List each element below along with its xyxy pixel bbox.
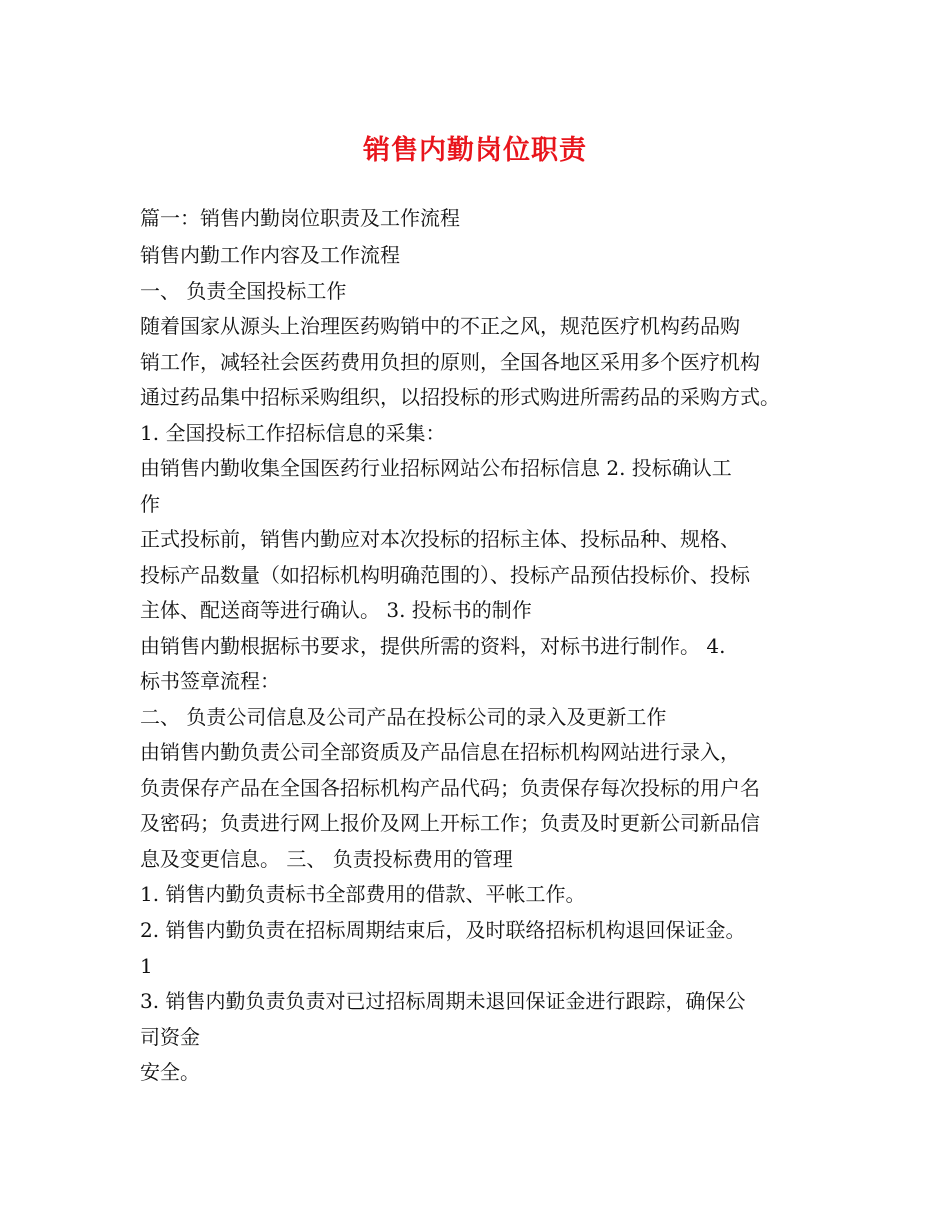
page-number: 1 (140, 954, 153, 978)
text-line: 司资金 (140, 1025, 200, 1049)
text-line: 篇一：销售内勤岗位职责及工作流程 (140, 206, 460, 230)
text-line: 1. 销售内勤负责标书全部费用的借款、平帐工作。 (140, 882, 586, 906)
text-line: 及密码；负责进行网上报价及网上开标工作；负责及时更新公司新品信 (140, 811, 760, 835)
text-line: 息及变更信息。 三、 负责投标费用的管理 (140, 847, 513, 871)
text-line: 主体、配送商等进行确认。 3. 投标书的制作 (140, 598, 532, 622)
text-line: 一、 负责全国投标工作 (140, 279, 347, 303)
text-line: 2. 销售内勤负责在招标周期结束后，及时联络招标机构退回保证金。 (140, 918, 746, 942)
text-line: 作 (140, 492, 160, 516)
text-line: 销工作，减轻社会医药费用负担的原则，全国各地区采用多个医疗机构 (140, 350, 760, 374)
text-line: 标书签章流程： (140, 669, 280, 693)
text-line: 1. 全国投标工作招标信息的采集： (140, 421, 446, 445)
text-line: 由销售内勤负责公司全部资质及产品信息在招标机构网站进行录入， (140, 740, 740, 764)
text-line: 销售内勤工作内容及工作流程 (140, 243, 400, 267)
page-title: 销售内勤岗位职责 (363, 135, 587, 166)
text-line: 由销售内勤收集全国医药行业招标网站公布招标信息 2. 投标确认工 (140, 456, 732, 480)
text-line: 3. 销售内勤负责负责对已过招标周期未退回保证金进行跟踪，确保公 (140, 989, 746, 1013)
text-line: 通过药品集中招标采购组织，以招投标的形式购进所需药品的采购方式。 (140, 385, 780, 409)
text-line: 安全。 (140, 1060, 200, 1084)
text-line: 随着国家从源头上治理医药购销中的不正之风，规范医疗机构药品购 (140, 314, 740, 338)
text-line: 由销售内勤根据标书要求，提供所需的资料，对标书进行制作。 4. (140, 634, 726, 658)
text-line: 二、 负责公司信息及公司产品在投标公司的录入及更新工作 (140, 705, 667, 729)
text-line: 负责保存产品在全国各招标机构产品代码；负责保存每次投标的用户名 (140, 776, 760, 800)
text-line: 投标产品数量（如招标机构明确范围的）、投标产品预估投标价、投标 (140, 563, 750, 587)
text-line: 正式投标前，销售内勤应对本次投标的招标主体、投标品种、规格、 (140, 527, 740, 551)
